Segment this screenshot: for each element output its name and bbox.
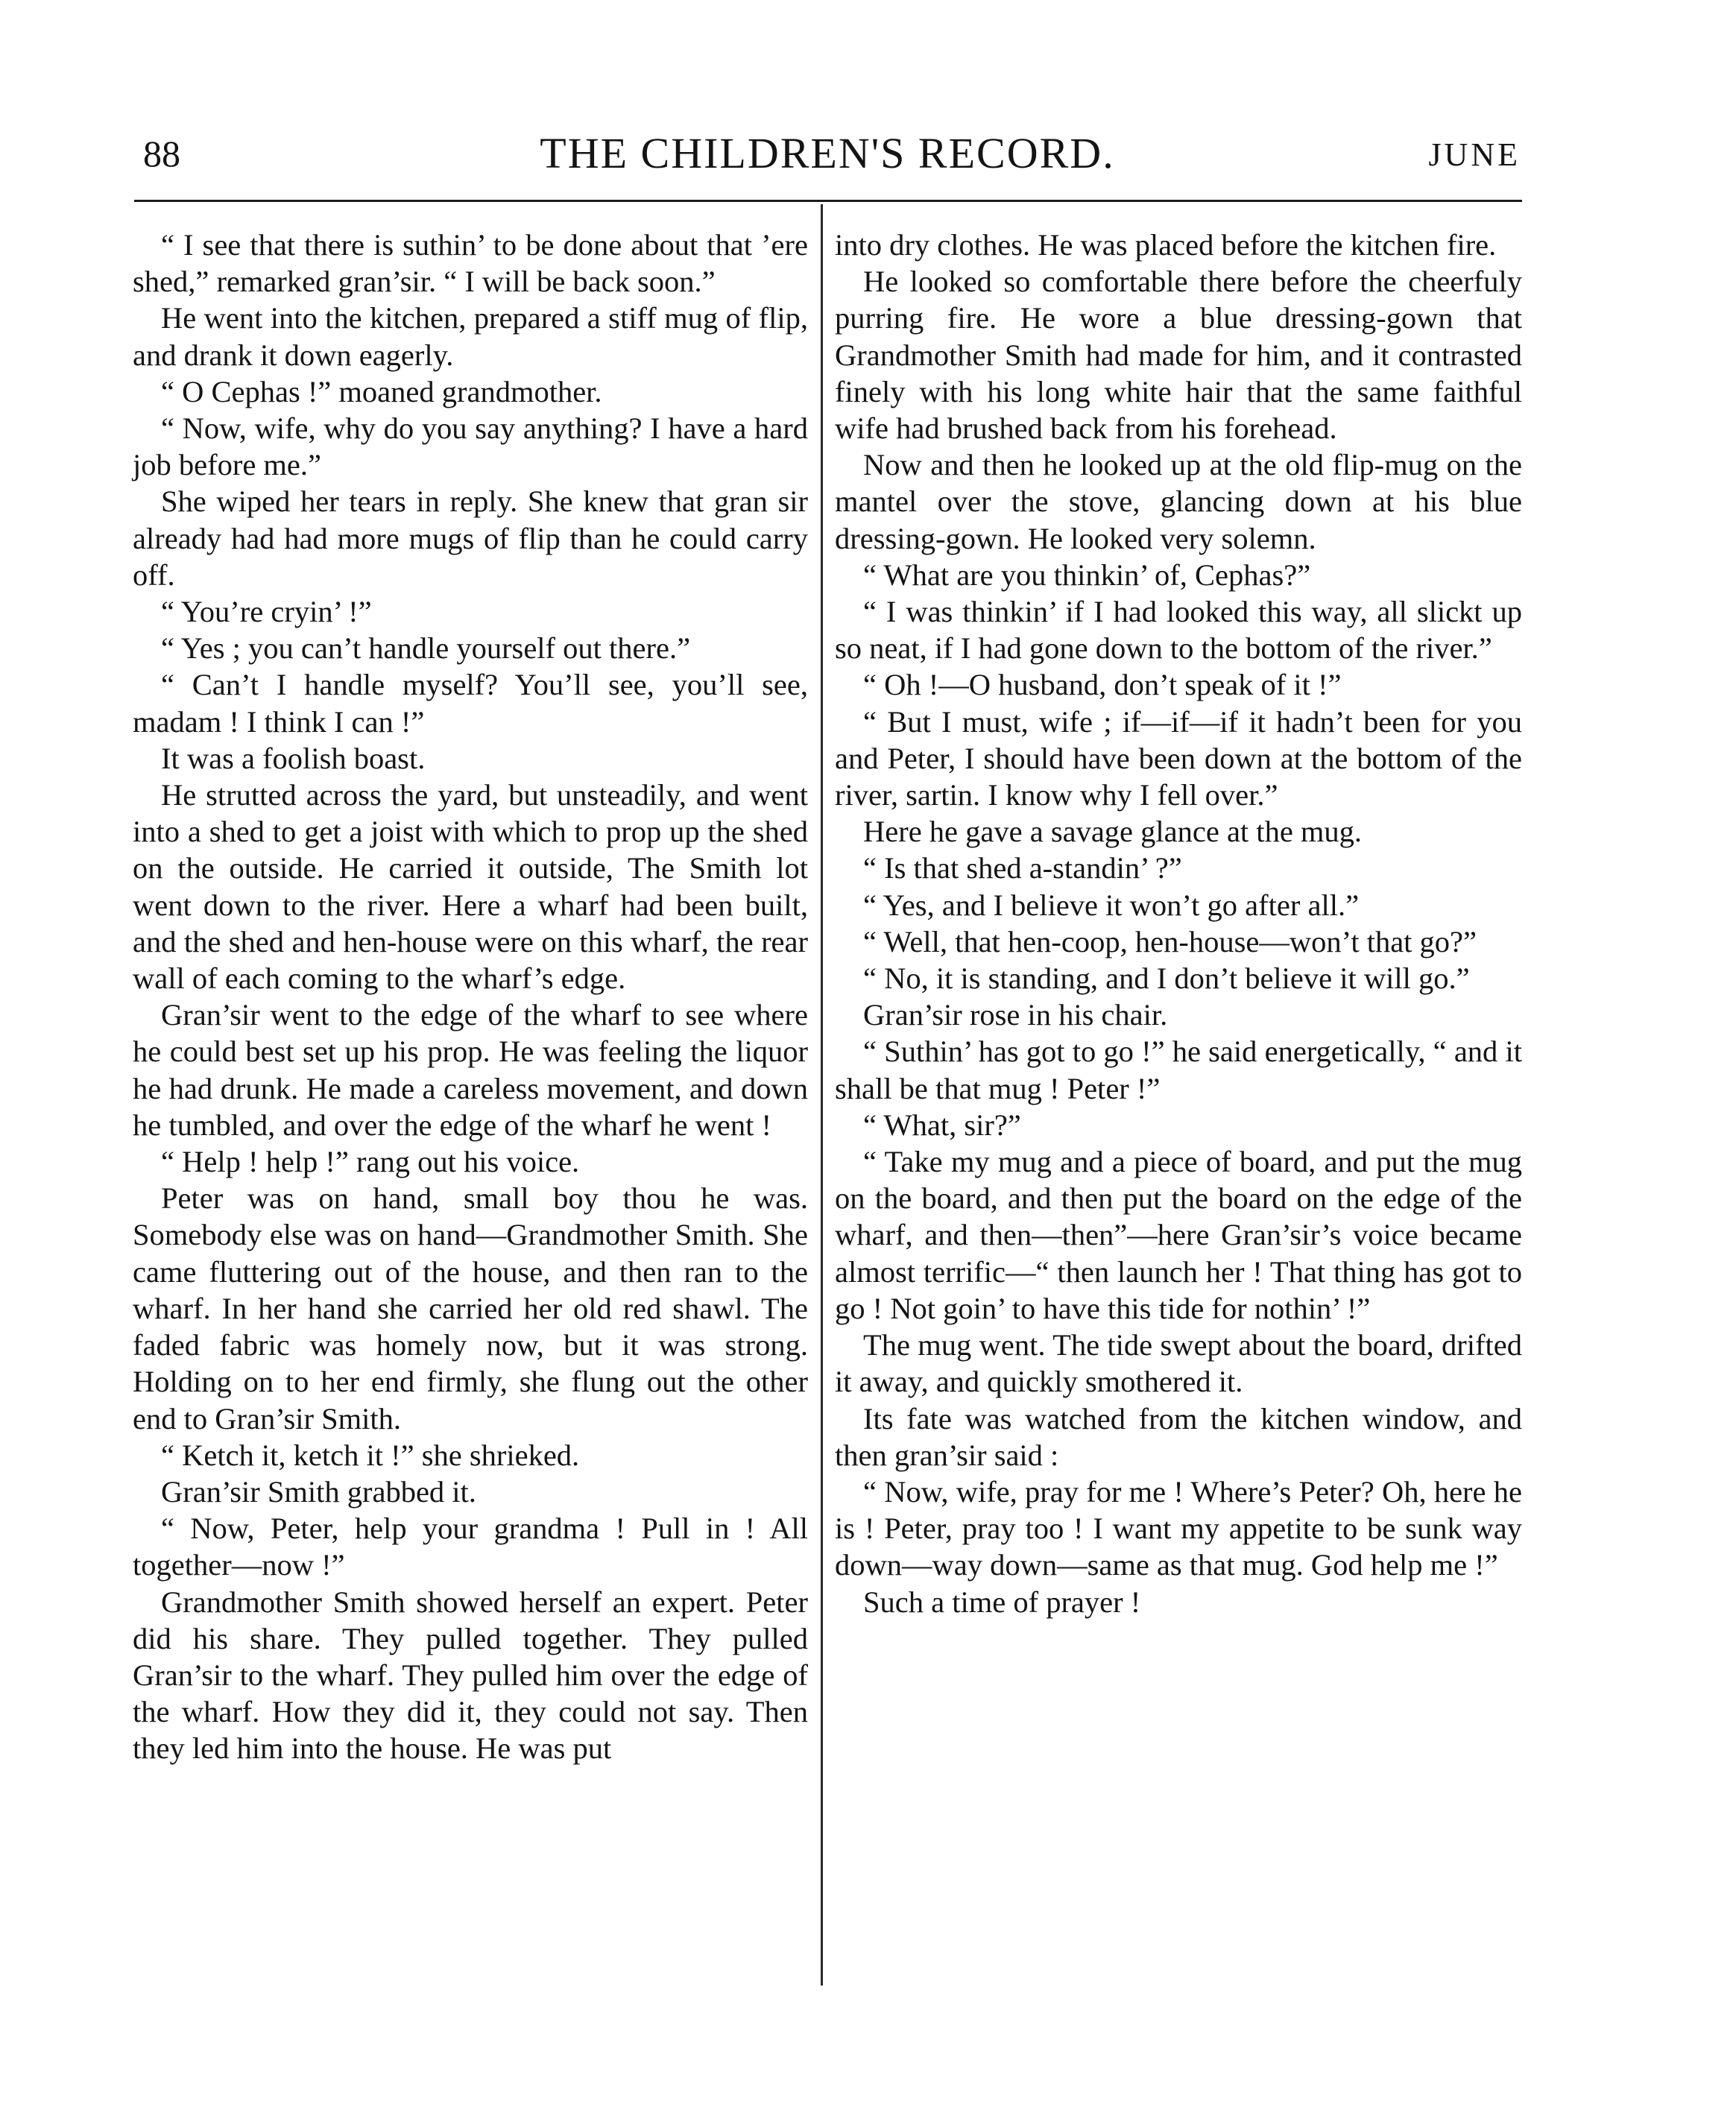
- paragraph: Here he gave a savage glance at the mug.: [863, 815, 1363, 849]
- paragraph: He strutted across the yard, but unsteadily, and went into a shed to get a joist with which to prop up the shed on the outside. He carried it outside, The Smith lot went down to the river. Here a wharf had been built, and the shed and hen-house were on this wharf, the rear wall of each coming to the wharf’s edge.: [133, 778, 808, 996]
- paragraph: It was a foolish boast.: [161, 741, 426, 775]
- paragraph: “ Suthin’ has got to go !” he said energetically, “ and it shall be that mug ! Peter !”: [835, 1035, 1522, 1105]
- paragraph: into dry clothes. He was placed before the kitchen fire.: [835, 228, 1497, 262]
- right-column: [835, 227, 1522, 1620]
- paragraph: He looked so comfortable there before the cheerfuly purring fire. He wore a blue dressing-gown that Grandmother Smith had made for him, and it contrasted finely with his long white hair that the same faithful wife had brushed back from his forehead.: [835, 265, 1522, 446]
- paragraph: “ Yes ; you can’t handle yourself out there.”: [161, 631, 691, 666]
- paragraph: The mug went. The tide swept about the board, drifted it away, and quickly smothered it.: [835, 1328, 1522, 1399]
- paragraph: “ Can’t I handle myself? You’ll see, you’ll see, madam ! I think I can !”: [133, 668, 808, 739]
- column-divider: [821, 204, 823, 1986]
- paragraph: “ Yes, and I believe it won’t go after all.”: [863, 888, 1360, 922]
- paragraph: “ Oh !—O husband, don’t speak of it !”: [863, 668, 1342, 702]
- left-column: [133, 227, 808, 1767]
- paragraph: Peter was on hand, small boy thou he was. Somebody else was on hand—Grandmother Smith. She came fluttering out of the house, and then ran to the wharf. In her hand she carried her old red shawl. The faded fabric was homely now, but it was strong. Holding on to her end firmly, she flung out the other end to Gran’sir Smith.: [133, 1181, 808, 1435]
- paragraph: “ But I must, wife ; if—if—if it hadn’t been for you and Peter, I should have been down at the bottom of the river, sartin. I know why I fell over.”: [835, 704, 1522, 812]
- header-rule: [134, 200, 1522, 202]
- paragraph: “ Now, wife, why do you say anything? I have a hard job before me.”: [133, 411, 808, 482]
- paragraph: “ I see that there is suthin’ to be done about that ’ere shed,” remarked gran’sir. “ I will be back soon.”: [133, 228, 808, 299]
- paragraph: “ What are you thinkin’ of, Cephas?”: [863, 557, 1311, 592]
- paragraph: “ Ketch it, ketch it !” she shrieked.: [161, 1438, 580, 1472]
- publication-title: THE CHILDREN'S RECORD.: [540, 129, 1115, 177]
- paragraph: Its fate was watched from the kitchen window, and then gran’sir said :: [835, 1401, 1522, 1472]
- paragraph: She wiped her tears in reply. She knew that gran sir already had had more mugs of flip than he could carry off.: [133, 484, 808, 592]
- paragraph: Grandmother Smith showed herself an expert. Peter did his share. They pulled together. They pulled Gran’sir to the wharf. They pulled him over the edge of the wharf. How they did it, they could not say. Then they led him into the house. He was put: [133, 1585, 808, 1766]
- page-number: 88: [143, 133, 180, 174]
- paragraph: “ You’re cryin’ !”: [161, 595, 372, 629]
- paragraph: He went into the kitchen, prepared a stiff mug of flip, and drank it down eagerly.: [133, 301, 808, 372]
- page-header: [134, 127, 1521, 194]
- paragraph: “ What, sir?”: [863, 1108, 1021, 1142]
- paragraph: Gran’sir rose in his chair.: [863, 998, 1168, 1032]
- paragraph: “ O Cephas !” moaned grandmother.: [161, 374, 602, 408]
- paragraph: “ Is that shed a-standin’ ?”: [863, 851, 1182, 885]
- paragraph: Gran’sir went to the edge of the wharf to see where he could best set up his prop. He was feeling the liquor he had drunk. He made a careless movement, and down he tumbled, and over the edge of the wharf he went !: [133, 998, 808, 1142]
- paragraph: “ Now, Peter, help your grandma ! Pull in ! All together—now !”: [133, 1512, 808, 1582]
- paragraph: “ Help ! help !” rang out his voice.: [161, 1145, 580, 1179]
- paragraph: “ Take my mug and a piece of board, and put the mug on the board, and then put the board on the edge of the wharf, and then—then”—here Gran’sir’s voice became almost terrific—“ then launch her ! That thing has got to go ! Not goin’ to have this tide for nothin’ !”: [835, 1145, 1522, 1325]
- paragraph: Such a time of prayer !: [863, 1585, 1141, 1619]
- paragraph: “ No, it is standing, and I don’t believe it will go.”: [863, 961, 1470, 996]
- paragraph: Gran’sir Smith grabbed it.: [161, 1474, 476, 1509]
- issue-month: JUNE: [1428, 136, 1521, 173]
- paragraph: “ I was thinkin’ if I had looked this way, all slickt up so neat, if I had gone down to the bottom of the river.”: [835, 595, 1522, 666]
- paragraph: Now and then he looked up at the old flip-mug on the mantel over the stove, glancing down at his blue dressing-gown. He looked very solemn.: [835, 448, 1522, 555]
- paragraph: “ Well, that hen-coop, hen-house—won’t that go?”: [863, 924, 1477, 958]
- paragraph: “ Now, wife, pray for me ! Where’s Peter? Oh, here he is ! Peter, pray too ! I want my appetite to be sunk way down—way down—same as that mug. God help me !”: [835, 1474, 1522, 1582]
